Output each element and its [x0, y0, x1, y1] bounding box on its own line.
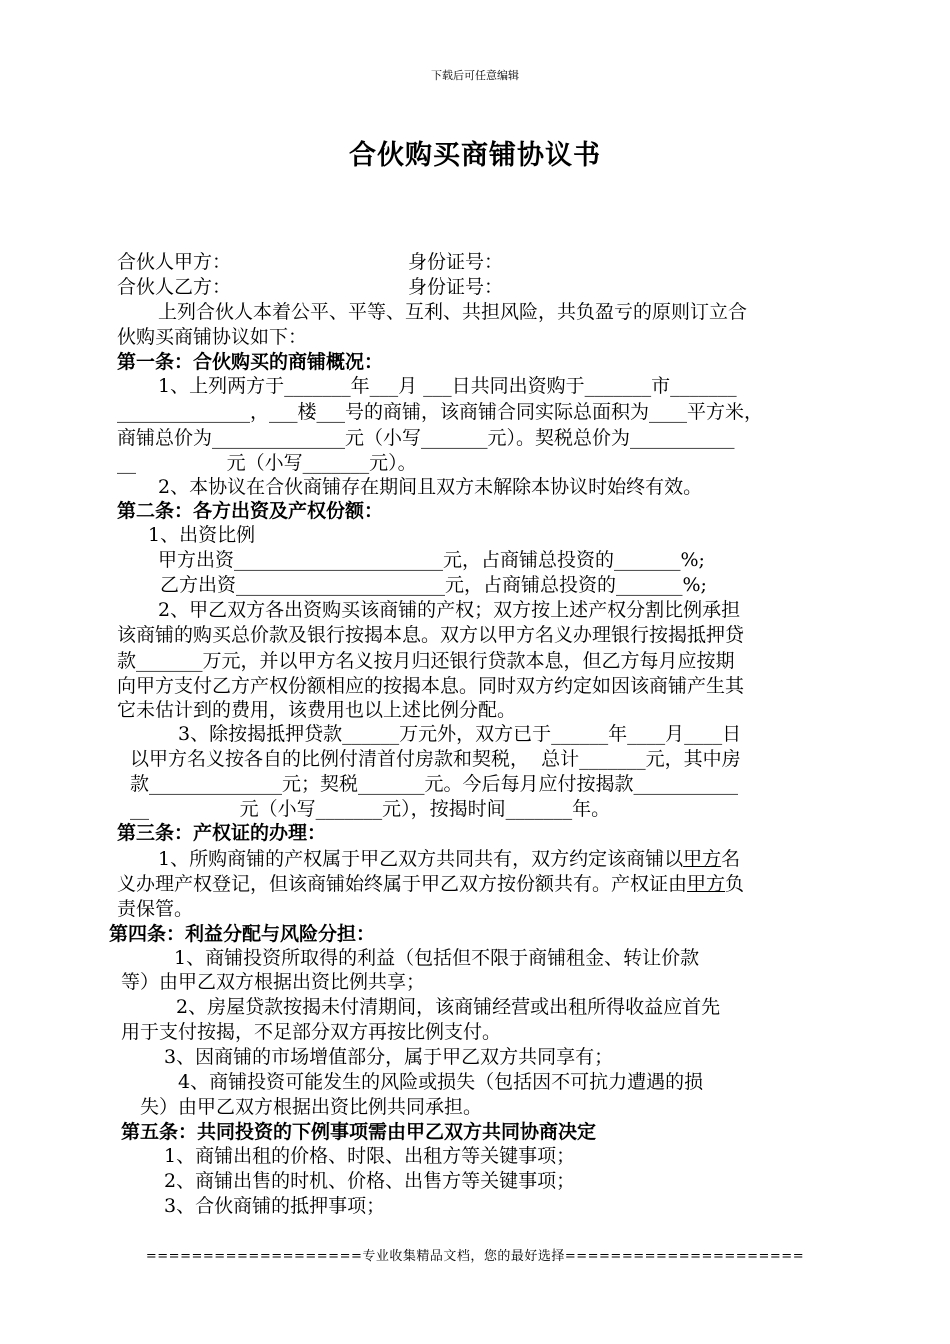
article2-line: 甲方出资______________________元，占商铺总投资的_______%; — [158, 549, 705, 571]
document-title: 合伙购买商铺协议书 — [349, 140, 601, 171]
article1-line: 商铺总价为______________元（小写_______元）。契税总价为___________ — [117, 427, 735, 449]
article2-line: 向甲方支付乙方产权份额相应的按揭本息。同时双方约定如因该商铺产生其 — [117, 675, 745, 697]
article1-heading: 第一条：合伙购买的商铺概况： — [117, 351, 384, 373]
article2-line: 该商铺的购买总价款及银行按揭本息。双方以甲方名义办理银行按揭抵押贷 — [117, 624, 745, 646]
article1-line: 2、本协议在合伙商铺存在期间且双方未解除本协议时始终有效。 — [158, 476, 703, 498]
preamble-line: 伙购买商铺协议如下： — [117, 326, 308, 348]
article5-line: 3、合伙商铺的抵押事项； — [164, 1195, 386, 1217]
article4-line: 失）由甲乙双方根据出资比例共同承担。 — [140, 1096, 483, 1118]
article2-line: 2、甲乙双方各出资购买该商铺的产权；双方按上述产权分割比例承担 — [158, 599, 741, 621]
article2-heading: 第二条：各方出资及产权份额： — [117, 500, 384, 522]
article2-line: 1、出资比例 — [148, 524, 256, 546]
article2-line: 以甲方名义按各自的比例付清首付房款和契税， 总计_______元，其中房 — [130, 748, 741, 770]
article2-line: 它未估计到的费用，该费用也以上述比例分配。 — [117, 699, 517, 721]
article3-line: 义办理产权登记，但该商铺始终属于甲乙双方按份额共有。产权证由甲方负 — [117, 873, 745, 895]
party-b-id-label: 身份证号： — [408, 276, 504, 298]
article3-line: 责保管。 — [117, 898, 194, 920]
article4-line: 1、商铺投资所取得的利益（包括但不限于商铺租金、转让价款 — [174, 947, 700, 969]
article1-line: 1、上列两方于_______年___月 ___日共同出资购于_______市_______ — [158, 375, 737, 397]
article3-line: 1、所购商铺的产权属于甲乙双方共同共有，双方约定该商铺以甲方名 — [158, 848, 741, 870]
preamble-line: 上列合伙人本着公平、平等、互利、共担风险，共负盈亏的原则订立合 — [158, 301, 748, 323]
article2-line: __ 元（小写_______元），按揭时间_______年。 — [130, 798, 611, 820]
article4-line: 3、因商铺的市场增值部分，属于甲乙双方共同享有； — [164, 1046, 614, 1068]
article1-line: __ 元（小写_______元）。 — [117, 452, 417, 474]
article4-line: 用于支付按揭，不足部分双方再按比例支付。 — [121, 1021, 502, 1043]
article3-heading: 第三条：产权证的办理： — [117, 822, 327, 844]
party-a-id-label: 身份证号： — [408, 251, 504, 273]
article5-heading: 第五条：共同投资的下例事项需由甲乙双方共同协商决定 — [121, 1121, 597, 1143]
article2-line: 款_______万元，并以甲方名义按月归还银行贷款本息，但乙方每月应按期 — [117, 650, 735, 672]
party-a-label: 合伙人甲方： — [117, 251, 232, 273]
article4-line: 等）由甲乙双方根据出资比例共享； — [121, 971, 426, 993]
article5-line: 2、商铺出售的时机、价格、出售方等关键事项； — [164, 1170, 576, 1192]
party-b-label: 合伙人乙方： — [117, 276, 232, 298]
footer-banner: ===================专业收集精品文档，您的最好选择===================== — [145, 1249, 805, 1264]
article2-line: 款______________元；契税_______元。今后每月应付按揭款___________ — [130, 773, 739, 795]
article5-line: 1、商铺出租的价格、时限、出租方等关键事项； — [164, 1145, 576, 1167]
article1-line: ______________，___楼___号的商铺，该商铺合同实际总面积为____平方米， — [117, 401, 764, 423]
article2-line: 乙方出资______________________元，占商铺总投资的_______%; — [160, 574, 707, 596]
article4-line: 4、商铺投资可能发生的风险或损失（包括因不可抗力遭遇的损 — [178, 1071, 704, 1093]
article4-heading: 第四条：利益分配与风险分担： — [109, 923, 376, 945]
article4-line: 2、房屋贷款按揭未付清期间，该商铺经营或出租所得收益应首先 — [176, 996, 721, 1018]
article2-line: 3、除按揭抵押贷款______万元外，双方已于______年____月____日 — [178, 723, 742, 745]
header-note: 下载后可任意编辑 — [431, 69, 519, 82]
